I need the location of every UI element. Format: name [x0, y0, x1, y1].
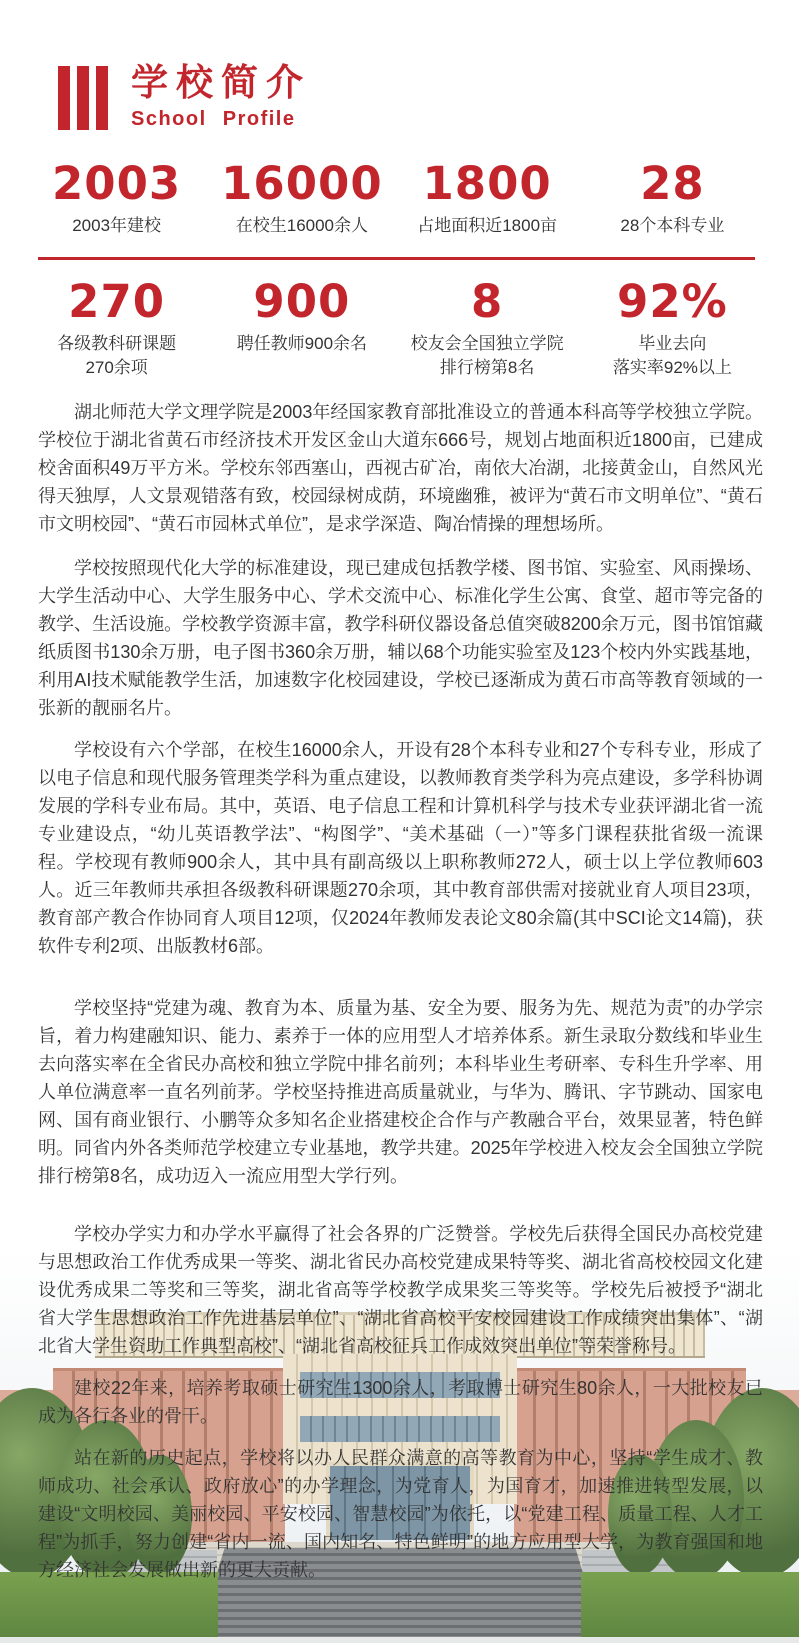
stat-value: 92%: [617, 275, 728, 328]
stat-students: [209, 159, 394, 238]
paragraph-philosophy: 学校坚持“党建为魂、教育为本、质量为基、安全为要、服务为先、规范为责”的办学宗旨，着力构建融知识、能力、素养于一体的应用型人才培养体系。新生录取分数线和毕业生去向落实率在全省民办高校和独立学院中排名前列；本科毕业生考研率、专科生升学率、用人单位满意率一直名列前茅。学校坚持推进高质量就业，与华为、腾讯、字节跳动、国家电网、国有商业银行、小鹏等众多知名企业搭建校企合作与产教融合平台，效果显著，特色鲜明。同省内外各类师范学校建立专业基地，教学共建。2025年学校进入校友会全国独立学院排行榜第8名，成功迈入一流应用型大学行列。: [38, 998, 763, 1186]
section-marker-icon: [58, 66, 115, 130]
stats-row-1: [24, 159, 765, 238]
paragraph-alumni: 建校22年来，培养考取硕士研究生1300余人，考取博士研究生80余人，一大批校友已成为各行各业的骨干。: [38, 1378, 763, 1426]
page-title: 学校简介: [131, 62, 311, 103]
profile-text: [38, 398, 763, 1584]
paragraph-vision: 站在新的历史起点，学校将以办人民群众满意的高等教育为中心，坚持“学生成才、教师成功、社会承认、政府放心”的办学理念，为党育人，为国育才，加速推进转型发展，以建设“文明校园、美丽校园、平安校园、智慧校园”为依托，以“党建工程、质量工程、人才工程”为抓手，努力创建“省内一流、国内知名、特色鲜明”的地方应用型大学，为教育强国和地方经济社会发展做出新的更大贡献。: [38, 1448, 763, 1580]
stat-teachers: [209, 277, 394, 380]
stat-label: 聘任教师900余名: [236, 334, 368, 353]
stat-value: 2003: [52, 157, 182, 210]
section-header: [58, 64, 799, 131]
stat-ranking: [395, 277, 580, 380]
stat-value: 900: [253, 275, 351, 328]
stat-label: 28个本科专业: [620, 216, 725, 235]
stat-employment: [580, 277, 765, 380]
paragraph-overview: 湖北师范大学文理学院是2003年经国家教育部批准设立的普通本科高等学校独立学院。学校位于湖北省黄石市经济技术开发区金山大道东666号，规划占地面积近1800亩，已建成校舍面积49万平方米。学校东邻西塞山，西视古矿冶，南依大冶湖，北接黄金山，自然风光得天独厚，人文景观错落有致，校园绿树成荫，环境幽雅，被评为“黄石市文明单位”、“黄石市文明校园”、“黄石市园林式单位”，是求学深造、陶冶情操的理想场所。: [38, 402, 763, 534]
stats-divider: [38, 257, 755, 260]
paragraph-academics: 学校设有六个学部，在校生16000余人，开设有28个本科专业和27个专科专业，形成了以电子信息和现代服务管理类学科为重点建设，以教师教育类学科为亮点建设，多学科协调发展的学科专业布局。其中，英语、电子信息工程和计算机科学与技术专业获评湖北省一流专业建设点，“幼儿英语教学法”、“构图学”、“美术基础（一）”等多门课程获批省级一流课程。学校现有教师900余人，其中具有副高级以上职称教师272人，硕士以上学位教师603人。近三年教师共承担各级教科研课题270余项，其中教育部供需对接就业育人项目23项，教育部产教合作协同育人项目12项，仅2024年教师发表论文80余篇(其中SCI论文14篇)，获软件专利2项、出版教材6部。: [38, 740, 763, 956]
stat-label: 各级教科研课题 270余项: [57, 334, 177, 377]
stat-value: 28: [640, 157, 705, 210]
stat-label: 2003年建校: [72, 216, 162, 235]
paragraph-facilities: 学校按照现代化大学的标准建设，现已建成包括教学楼、图书馆、实验室、风雨操场、大学生活动中心、大学生服务中心、学术交流中心、标准化学生公寓、食堂、超市等完备的教学、生活设施。学校教学资源丰富，教学科研仪器设备总值突破8200余万元，图书馆馆藏纸质图书130余万册，电子图书360余万册，辅以68个功能实验室及123个校内外实践基地，利用AI技术赋能教学生活，加速数字化校园建设，学校已逐渐成为黄石市高等教育领域的一张新的靓丽名片。: [38, 558, 763, 718]
page-subtitle: School Profile: [131, 108, 296, 130]
stat-label: 在校生16000余人: [235, 216, 369, 235]
stat-area: [395, 159, 580, 238]
stat-majors: [580, 159, 765, 238]
stat-label: 毕业去向 落实率92%以上: [612, 334, 732, 377]
stat-founded: [24, 159, 209, 238]
paragraph-honors: 学校办学实力和办学水平赢得了社会各界的广泛赞誉。学校先后获得全国民办高校党建与思想政治工作优秀成果一等奖、湖北省民办高校党建成果特等奖、湖北省高校校园文化建设优秀成果二等奖和三等奖，湖北省高等学校教学成果奖三等奖等。学校先后被授予“湖北省大学生思想政治工作先进基层单位”、“湖北省高校平安校园建设工作成绩突出集体”、“湖北省大学生资助工作典型高校”、“湖北省高校征兵工作成效突出单位”等荣誉称号。: [38, 1224, 763, 1356]
stat-research-projects: [24, 277, 209, 380]
stats-grid: [0, 159, 799, 380]
stat-value: 16000: [221, 157, 383, 210]
stat-value: 270: [68, 275, 166, 328]
stat-label: 占地面积近1800亩: [417, 216, 558, 235]
stat-label: 校友会全国独立学院 排行榜第8名: [410, 334, 564, 377]
stat-value: 8: [470, 275, 504, 328]
stat-value: 1800: [422, 157, 552, 210]
stats-row-2: [24, 277, 765, 380]
